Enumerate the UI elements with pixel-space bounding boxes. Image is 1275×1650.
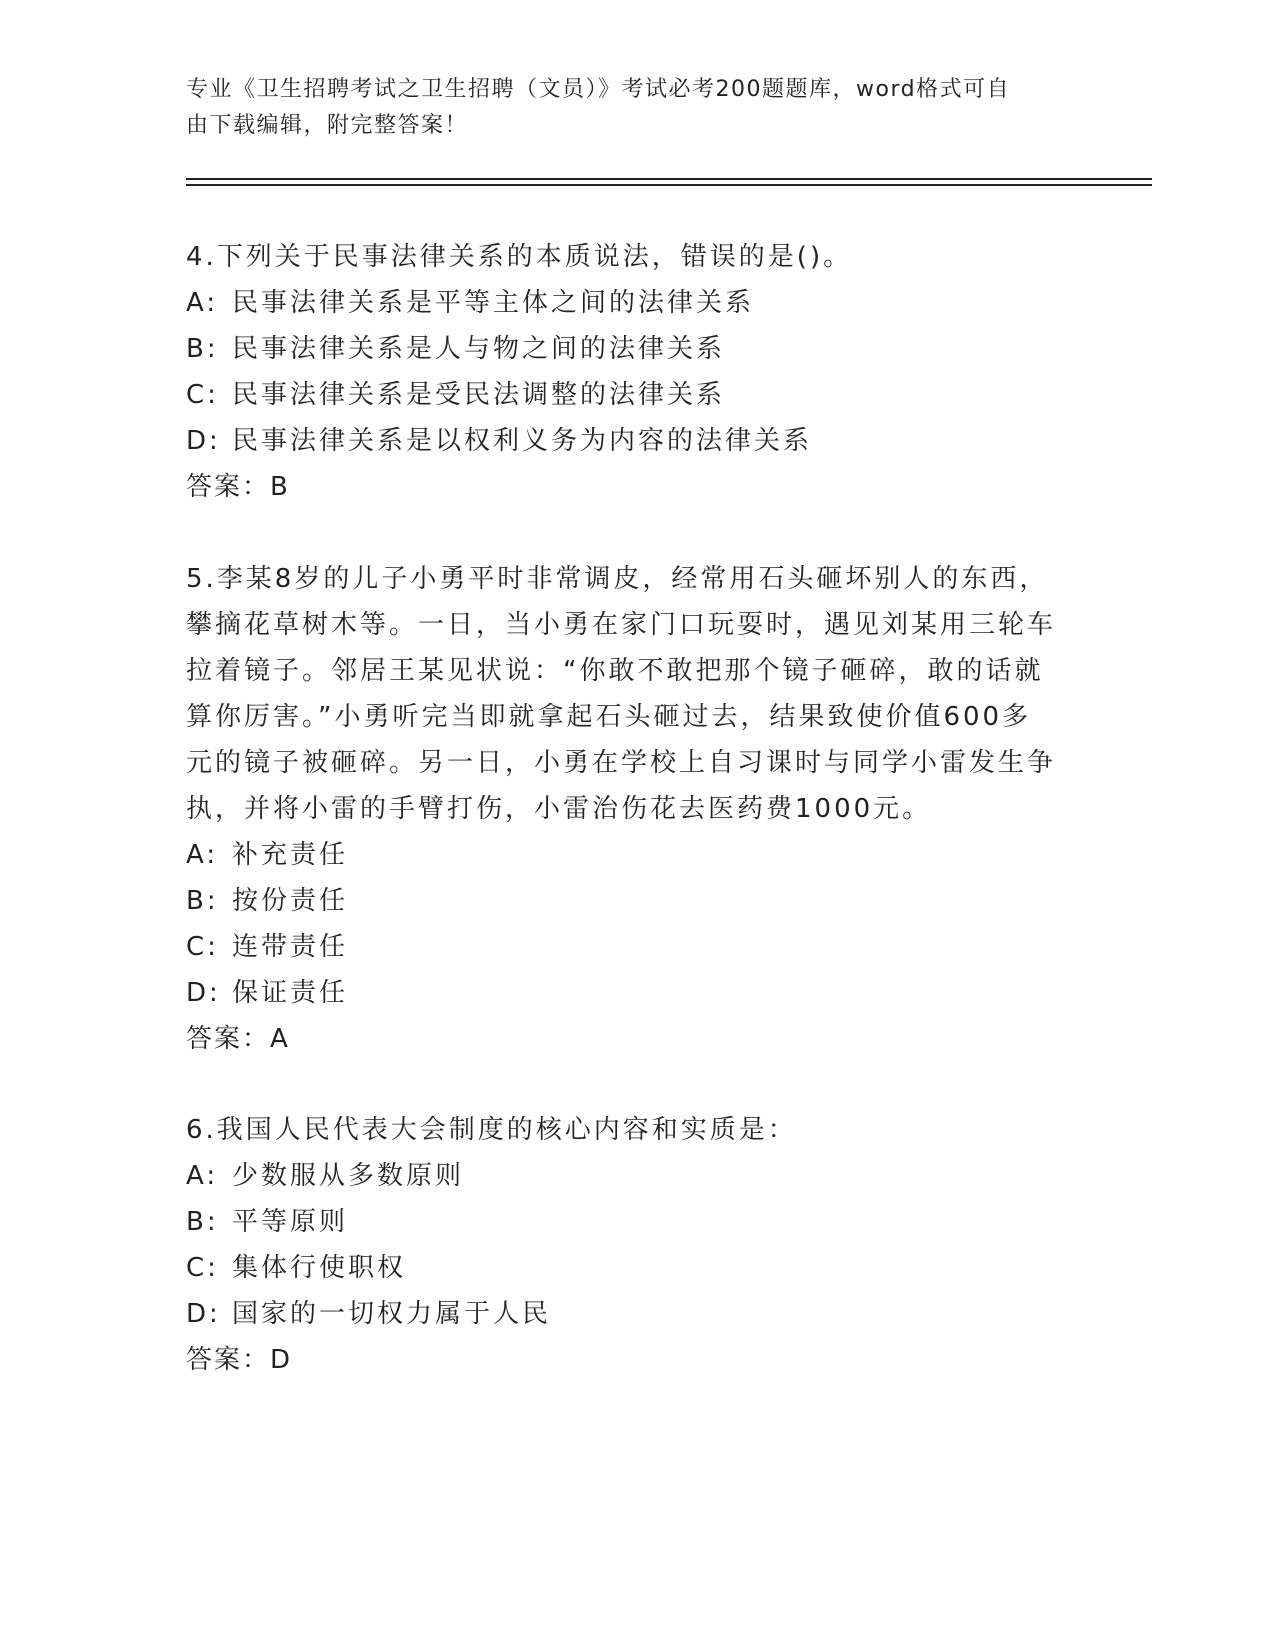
- option-key: C:: [186, 932, 219, 962]
- option-a: [186, 1153, 1066, 1199]
- document-intro: [186, 72, 1066, 144]
- option-text: 国家的一切权力属于人民: [232, 1299, 552, 1329]
- option-text: 保证责任: [232, 978, 349, 1008]
- option-text: 补充责任: [232, 840, 349, 870]
- option-c: [186, 372, 1066, 418]
- question-stem-line: 攀摘花草树木等。一日，当小勇在家门口玩耍时，遇见刘某用三轮车: [186, 610, 1057, 640]
- answer-line: 答案：D: [186, 1345, 293, 1375]
- option-text: 民事法律关系是人与物之间的法律关系: [232, 334, 726, 364]
- option-text: 连带责任: [232, 932, 349, 962]
- option-key: D:: [186, 978, 221, 1008]
- question-stem-line: 元的镜子被砸碎。另一日，小勇在学校上自习课时与同学小雷发生争: [186, 748, 1057, 778]
- option-text: 民事法律关系是受民法调整的法律关系: [232, 380, 726, 410]
- header-divider-top: [186, 178, 1152, 180]
- question-6: [186, 1107, 1066, 1383]
- question-4: [186, 234, 1066, 510]
- option-text: 民事法律关系是平等主体之间的法律关系: [232, 288, 755, 318]
- option-key: C:: [186, 380, 219, 410]
- option-key: B:: [186, 334, 219, 364]
- header-divider-bottom: [186, 184, 1152, 186]
- option-c: [186, 924, 1066, 970]
- option-text: 按份责任: [232, 886, 349, 916]
- option-b: [186, 326, 1066, 372]
- option-d: [186, 970, 1066, 1016]
- option-d: [186, 1291, 1066, 1337]
- answer-line: 答案：B: [186, 472, 290, 502]
- option-text: 民事法律关系是以权利义务为内容的法律关系: [232, 426, 813, 456]
- question-stem: 6.我国人民代表大会制度的核心内容和实质是：: [186, 1115, 797, 1145]
- option-text: 平等原则: [232, 1207, 349, 1237]
- intro-line-2: 由下载编辑，附完整答案！: [186, 113, 469, 138]
- option-a: [186, 280, 1066, 326]
- option-b: [186, 878, 1066, 924]
- question-stem-line: 算你厉害。”小勇听完当即就拿起石头砸过去，结果致使价值600多: [186, 702, 1032, 732]
- option-key: B:: [186, 1207, 219, 1237]
- answer-line: 答案：A: [186, 1024, 290, 1054]
- option-b: [186, 1199, 1066, 1245]
- option-key: C:: [186, 1253, 219, 1283]
- question-stem-line: 拉着镜子。邻居王某见状说：“你敢不敢把那个镜子砸碎，敢的话就: [186, 656, 1044, 686]
- option-c: [186, 1245, 1066, 1291]
- option-key: A:: [186, 840, 219, 870]
- option-text: 少数服从多数原则: [232, 1161, 465, 1191]
- option-key: A:: [186, 1161, 219, 1191]
- option-key: D:: [186, 1299, 221, 1329]
- option-text: 集体行使职权: [232, 1253, 407, 1283]
- question-stem-line: 执，并将小雷的手臂打伤，小雷治伤花去医药费1000元。: [186, 794, 932, 824]
- option-d: [186, 418, 1066, 464]
- option-key: A:: [186, 288, 219, 318]
- question-stem: 4.下列关于民事法律关系的本质说法，错误的是()。: [186, 242, 853, 272]
- option-a: [186, 832, 1066, 878]
- option-key: D:: [186, 426, 221, 456]
- option-key: B:: [186, 886, 219, 916]
- question-stem-line: 5.李某8岁的儿子小勇平时非常调皮，经常用石头砸坏别人的东西，: [186, 564, 1049, 594]
- intro-line-1: 专业《卫生招聘考试之卫生招聘（文员）》考试必考200题题库，word格式可自: [186, 77, 1011, 102]
- question-5: [186, 556, 1066, 1062]
